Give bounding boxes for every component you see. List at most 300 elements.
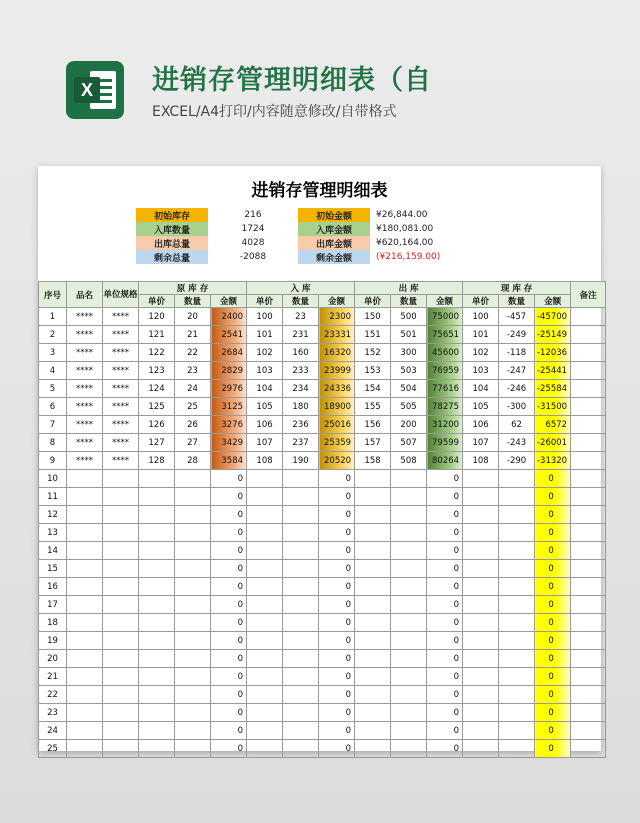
cell-remark[interactable] <box>571 722 606 740</box>
cell-seq[interactable]: 20 <box>39 650 67 668</box>
cell-name[interactable]: **** <box>67 326 103 344</box>
cell-orig-price[interactable] <box>139 632 175 650</box>
cell-out-price[interactable] <box>355 722 391 740</box>
cell-in-price[interactable]: 103 <box>247 362 283 380</box>
cell-in-qty[interactable] <box>283 614 319 632</box>
cell-out-amount[interactable]: 80264 <box>427 452 463 470</box>
cell-in-price[interactable]: 101 <box>247 326 283 344</box>
cell-now-qty[interactable] <box>499 524 535 542</box>
cell-in-price[interactable]: 105 <box>247 398 283 416</box>
cell-out-amount[interactable]: 0 <box>427 560 463 578</box>
cell-unit[interactable] <box>103 506 139 524</box>
cell-orig-qty[interactable] <box>175 524 211 542</box>
cell-in-qty[interactable]: 160 <box>283 344 319 362</box>
cell-unit[interactable] <box>103 524 139 542</box>
cell-out-price[interactable] <box>355 578 391 596</box>
cell-out-price[interactable]: 150 <box>355 308 391 326</box>
cell-in-price[interactable] <box>247 614 283 632</box>
cell-remark[interactable] <box>571 542 606 560</box>
cell-out-qty[interactable]: 200 <box>391 416 427 434</box>
cell-orig-qty[interactable]: 20 <box>175 308 211 326</box>
cell-remark[interactable] <box>571 344 606 362</box>
cell-remark[interactable] <box>571 596 606 614</box>
cell-seq[interactable]: 9 <box>39 452 67 470</box>
cell-now-qty[interactable] <box>499 650 535 668</box>
cell-unit[interactable] <box>103 722 139 740</box>
cell-now-amount[interactable]: 0 <box>535 632 571 650</box>
cell-orig-amount[interactable]: 2976 <box>211 380 247 398</box>
cell-in-amount[interactable]: 0 <box>319 740 355 758</box>
cell-out-qty[interactable]: 507 <box>391 434 427 452</box>
cell-now-qty[interactable]: -243 <box>499 434 535 452</box>
cell-in-amount[interactable]: 0 <box>319 488 355 506</box>
cell-now-price[interactable] <box>463 632 499 650</box>
cell-remark[interactable] <box>571 488 606 506</box>
cell-now-amount[interactable]: 0 <box>535 578 571 596</box>
cell-name[interactable] <box>67 506 103 524</box>
cell-now-qty[interactable] <box>499 542 535 560</box>
cell-out-price[interactable]: 155 <box>355 398 391 416</box>
cell-now-qty[interactable]: -457 <box>499 308 535 326</box>
cell-out-price[interactable] <box>355 524 391 542</box>
cell-now-qty[interactable] <box>499 668 535 686</box>
cell-out-price[interactable] <box>355 668 391 686</box>
cell-now-price[interactable] <box>463 686 499 704</box>
cell-seq[interactable]: 21 <box>39 668 67 686</box>
cell-in-price[interactable] <box>247 722 283 740</box>
cell-seq[interactable]: 1 <box>39 308 67 326</box>
cell-now-amount[interactable]: 0 <box>535 542 571 560</box>
cell-orig-amount[interactable]: 3276 <box>211 416 247 434</box>
cell-orig-qty[interactable] <box>175 488 211 506</box>
cell-remark[interactable] <box>571 506 606 524</box>
cell-now-price[interactable] <box>463 488 499 506</box>
cell-in-amount[interactable]: 18900 <box>319 398 355 416</box>
cell-in-amount[interactable]: 0 <box>319 686 355 704</box>
cell-now-amount[interactable]: -25441 <box>535 362 571 380</box>
cell-in-price[interactable] <box>247 668 283 686</box>
cell-seq[interactable]: 19 <box>39 632 67 650</box>
cell-orig-price[interactable] <box>139 722 175 740</box>
cell-now-price[interactable] <box>463 650 499 668</box>
cell-seq[interactable]: 2 <box>39 326 67 344</box>
cell-in-qty[interactable] <box>283 488 319 506</box>
cell-orig-qty[interactable] <box>175 740 211 758</box>
cell-in-amount[interactable]: 23331 <box>319 326 355 344</box>
cell-now-qty[interactable] <box>499 722 535 740</box>
cell-in-amount[interactable]: 23999 <box>319 362 355 380</box>
cell-out-price[interactable]: 153 <box>355 362 391 380</box>
cell-remark[interactable] <box>571 560 606 578</box>
cell-orig-price[interactable] <box>139 686 175 704</box>
cell-now-price[interactable] <box>463 524 499 542</box>
cell-orig-amount[interactable]: 0 <box>211 668 247 686</box>
cell-orig-price[interactable] <box>139 740 175 758</box>
cell-now-qty[interactable]: 62 <box>499 416 535 434</box>
cell-name[interactable] <box>67 740 103 758</box>
cell-out-qty[interactable]: 300 <box>391 344 427 362</box>
cell-out-qty[interactable] <box>391 488 427 506</box>
cell-now-price[interactable]: 105 <box>463 398 499 416</box>
cell-in-qty[interactable]: 237 <box>283 434 319 452</box>
cell-orig-price[interactable] <box>139 506 175 524</box>
cell-in-qty[interactable]: 180 <box>283 398 319 416</box>
cell-unit[interactable] <box>103 614 139 632</box>
cell-out-amount[interactable]: 0 <box>427 704 463 722</box>
cell-unit[interactable] <box>103 542 139 560</box>
cell-out-qty[interactable] <box>391 650 427 668</box>
cell-out-qty[interactable] <box>391 470 427 488</box>
cell-orig-amount[interactable]: 3125 <box>211 398 247 416</box>
cell-orig-qty[interactable] <box>175 596 211 614</box>
cell-out-amount[interactable]: 78275 <box>427 398 463 416</box>
cell-now-amount[interactable]: 0 <box>535 596 571 614</box>
cell-orig-qty[interactable] <box>175 470 211 488</box>
cell-in-amount[interactable]: 0 <box>319 704 355 722</box>
cell-orig-amount[interactable]: 0 <box>211 614 247 632</box>
cell-now-amount[interactable]: 0 <box>535 488 571 506</box>
cell-orig-price[interactable] <box>139 668 175 686</box>
cell-name[interactable] <box>67 524 103 542</box>
cell-orig-price[interactable] <box>139 470 175 488</box>
cell-out-amount[interactable]: 75000 <box>427 308 463 326</box>
cell-out-price[interactable] <box>355 686 391 704</box>
cell-now-qty[interactable]: -249 <box>499 326 535 344</box>
cell-out-qty[interactable] <box>391 596 427 614</box>
cell-out-price[interactable] <box>355 560 391 578</box>
cell-seq[interactable]: 25 <box>39 740 67 758</box>
cell-unit[interactable] <box>103 650 139 668</box>
cell-orig-price[interactable]: 124 <box>139 380 175 398</box>
cell-out-amount[interactable]: 79599 <box>427 434 463 452</box>
cell-now-qty[interactable] <box>499 578 535 596</box>
cell-in-qty[interactable] <box>283 740 319 758</box>
cell-now-amount[interactable]: 0 <box>535 704 571 722</box>
cell-in-price[interactable] <box>247 686 283 704</box>
cell-unit[interactable] <box>103 596 139 614</box>
cell-orig-price[interactable]: 127 <box>139 434 175 452</box>
cell-out-amount[interactable]: 0 <box>427 686 463 704</box>
cell-name[interactable]: **** <box>67 416 103 434</box>
cell-now-price[interactable] <box>463 560 499 578</box>
cell-out-amount[interactable]: 0 <box>427 722 463 740</box>
cell-orig-qty[interactable]: 25 <box>175 398 211 416</box>
cell-orig-price[interactable] <box>139 524 175 542</box>
cell-now-qty[interactable] <box>499 470 535 488</box>
cell-seq[interactable]: 24 <box>39 722 67 740</box>
cell-orig-amount[interactable]: 2829 <box>211 362 247 380</box>
cell-unit[interactable] <box>103 560 139 578</box>
cell-seq[interactable]: 18 <box>39 614 67 632</box>
cell-out-qty[interactable] <box>391 668 427 686</box>
cell-now-qty[interactable]: -247 <box>499 362 535 380</box>
cell-unit[interactable] <box>103 686 139 704</box>
cell-out-amount[interactable]: 77616 <box>427 380 463 398</box>
cell-out-amount[interactable]: 76959 <box>427 362 463 380</box>
cell-name[interactable] <box>67 704 103 722</box>
cell-out-qty[interactable]: 508 <box>391 452 427 470</box>
cell-orig-price[interactable]: 126 <box>139 416 175 434</box>
cell-seq[interactable]: 23 <box>39 704 67 722</box>
cell-unit[interactable]: **** <box>103 434 139 452</box>
cell-in-qty[interactable] <box>283 704 319 722</box>
cell-out-price[interactable]: 156 <box>355 416 391 434</box>
cell-now-qty[interactable] <box>499 740 535 758</box>
cell-out-price[interactable] <box>355 470 391 488</box>
cell-now-price[interactable]: 107 <box>463 434 499 452</box>
cell-in-qty[interactable] <box>283 668 319 686</box>
cell-in-price[interactable] <box>247 488 283 506</box>
cell-orig-qty[interactable]: 22 <box>175 344 211 362</box>
cell-orig-amount[interactable]: 0 <box>211 686 247 704</box>
cell-remark[interactable] <box>571 614 606 632</box>
cell-name[interactable]: **** <box>67 362 103 380</box>
cell-remark[interactable] <box>571 740 606 758</box>
cell-now-price[interactable]: 108 <box>463 452 499 470</box>
cell-in-amount[interactable]: 0 <box>319 632 355 650</box>
cell-out-amount[interactable]: 0 <box>427 668 463 686</box>
cell-in-qty[interactable] <box>283 560 319 578</box>
cell-remark[interactable] <box>571 308 606 326</box>
cell-unit[interactable]: **** <box>103 326 139 344</box>
cell-seq[interactable]: 7 <box>39 416 67 434</box>
cell-now-price[interactable] <box>463 668 499 686</box>
cell-remark[interactable] <box>571 668 606 686</box>
cell-remark[interactable] <box>571 578 606 596</box>
cell-seq[interactable]: 8 <box>39 434 67 452</box>
cell-seq[interactable]: 5 <box>39 380 67 398</box>
cell-orig-price[interactable] <box>139 578 175 596</box>
cell-now-amount[interactable]: -31320 <box>535 452 571 470</box>
cell-out-qty[interactable] <box>391 614 427 632</box>
cell-out-qty[interactable] <box>391 722 427 740</box>
cell-unit[interactable]: **** <box>103 308 139 326</box>
cell-in-price[interactable]: 107 <box>247 434 283 452</box>
cell-in-price[interactable] <box>247 704 283 722</box>
cell-now-price[interactable] <box>463 578 499 596</box>
cell-out-price[interactable]: 158 <box>355 452 391 470</box>
cell-now-amount[interactable]: 0 <box>535 668 571 686</box>
cell-now-price[interactable] <box>463 704 499 722</box>
cell-now-price[interactable] <box>463 470 499 488</box>
cell-name[interactable] <box>67 542 103 560</box>
cell-orig-amount[interactable]: 0 <box>211 560 247 578</box>
cell-now-amount[interactable]: 0 <box>535 722 571 740</box>
cell-out-amount[interactable]: 0 <box>427 470 463 488</box>
cell-out-price[interactable]: 152 <box>355 344 391 362</box>
cell-now-qty[interactable]: -246 <box>499 380 535 398</box>
cell-in-qty[interactable] <box>283 650 319 668</box>
cell-unit[interactable] <box>103 632 139 650</box>
cell-in-price[interactable] <box>247 470 283 488</box>
cell-out-price[interactable] <box>355 542 391 560</box>
cell-now-price[interactable] <box>463 542 499 560</box>
cell-out-price[interactable]: 157 <box>355 434 391 452</box>
cell-remark[interactable] <box>571 470 606 488</box>
cell-out-price[interactable] <box>355 614 391 632</box>
cell-in-qty[interactable]: 190 <box>283 452 319 470</box>
cell-out-amount[interactable]: 0 <box>427 506 463 524</box>
cell-out-price[interactable] <box>355 650 391 668</box>
cell-now-amount[interactable]: -26001 <box>535 434 571 452</box>
cell-orig-price[interactable] <box>139 704 175 722</box>
cell-now-amount[interactable]: -25149 <box>535 326 571 344</box>
cell-unit[interactable] <box>103 470 139 488</box>
cell-remark[interactable] <box>571 686 606 704</box>
cell-in-amount[interactable]: 0 <box>319 506 355 524</box>
cell-seq[interactable]: 13 <box>39 524 67 542</box>
cell-in-amount[interactable]: 0 <box>319 524 355 542</box>
cell-now-price[interactable] <box>463 596 499 614</box>
cell-now-qty[interactable] <box>499 506 535 524</box>
cell-unit[interactable]: **** <box>103 452 139 470</box>
cell-name[interactable]: **** <box>67 380 103 398</box>
cell-out-price[interactable] <box>355 740 391 758</box>
cell-in-qty[interactable] <box>283 524 319 542</box>
cell-out-qty[interactable] <box>391 578 427 596</box>
cell-name[interactable]: **** <box>67 344 103 362</box>
cell-now-price[interactable]: 102 <box>463 344 499 362</box>
cell-seq[interactable]: 17 <box>39 596 67 614</box>
cell-unit[interactable]: **** <box>103 362 139 380</box>
cell-name[interactable] <box>67 596 103 614</box>
cell-orig-amount[interactable]: 2684 <box>211 344 247 362</box>
cell-remark[interactable] <box>571 524 606 542</box>
cell-out-amount[interactable]: 45600 <box>427 344 463 362</box>
cell-orig-amount[interactable]: 3429 <box>211 434 247 452</box>
cell-out-amount[interactable]: 75651 <box>427 326 463 344</box>
cell-now-qty[interactable] <box>499 704 535 722</box>
cell-in-amount[interactable]: 0 <box>319 560 355 578</box>
cell-orig-amount[interactable]: 0 <box>211 524 247 542</box>
cell-orig-qty[interactable] <box>175 542 211 560</box>
cell-in-amount[interactable]: 0 <box>319 614 355 632</box>
cell-name[interactable] <box>67 650 103 668</box>
cell-remark[interactable] <box>571 326 606 344</box>
cell-in-amount[interactable]: 16320 <box>319 344 355 362</box>
cell-in-qty[interactable]: 233 <box>283 362 319 380</box>
cell-orig-qty[interactable]: 24 <box>175 380 211 398</box>
cell-orig-price[interactable] <box>139 596 175 614</box>
cell-now-amount[interactable]: 0 <box>535 470 571 488</box>
cell-orig-price[interactable]: 125 <box>139 398 175 416</box>
cell-orig-qty[interactable] <box>175 722 211 740</box>
cell-seq[interactable]: 11 <box>39 488 67 506</box>
cell-seq[interactable]: 3 <box>39 344 67 362</box>
cell-in-qty[interactable]: 231 <box>283 326 319 344</box>
cell-now-qty[interactable] <box>499 560 535 578</box>
cell-name[interactable] <box>67 560 103 578</box>
cell-orig-price[interactable] <box>139 542 175 560</box>
cell-in-amount[interactable]: 25359 <box>319 434 355 452</box>
cell-out-amount[interactable]: 0 <box>427 596 463 614</box>
cell-name[interactable] <box>67 470 103 488</box>
cell-now-amount[interactable]: 0 <box>535 506 571 524</box>
cell-remark[interactable] <box>571 398 606 416</box>
cell-orig-price[interactable]: 122 <box>139 344 175 362</box>
cell-orig-qty[interactable] <box>175 506 211 524</box>
cell-seq[interactable]: 12 <box>39 506 67 524</box>
cell-in-amount[interactable]: 0 <box>319 470 355 488</box>
cell-seq[interactable]: 14 <box>39 542 67 560</box>
cell-in-qty[interactable]: 236 <box>283 416 319 434</box>
cell-orig-amount[interactable]: 0 <box>211 578 247 596</box>
cell-orig-qty[interactable] <box>175 704 211 722</box>
cell-out-qty[interactable]: 505 <box>391 398 427 416</box>
cell-in-price[interactable] <box>247 740 283 758</box>
cell-out-qty[interactable]: 504 <box>391 380 427 398</box>
cell-orig-qty[interactable] <box>175 686 211 704</box>
cell-now-amount[interactable]: -25584 <box>535 380 571 398</box>
cell-out-amount[interactable]: 31200 <box>427 416 463 434</box>
cell-orig-amount[interactable]: 0 <box>211 632 247 650</box>
cell-orig-qty[interactable] <box>175 578 211 596</box>
cell-in-price[interactable]: 102 <box>247 344 283 362</box>
cell-name[interactable] <box>67 614 103 632</box>
cell-now-amount[interactable]: 0 <box>535 560 571 578</box>
cell-now-amount[interactable]: 0 <box>535 740 571 758</box>
cell-out-qty[interactable] <box>391 560 427 578</box>
cell-orig-qty[interactable] <box>175 668 211 686</box>
cell-name[interactable] <box>67 722 103 740</box>
cell-in-amount[interactable]: 0 <box>319 596 355 614</box>
cell-unit[interactable] <box>103 740 139 758</box>
cell-in-amount[interactable]: 25016 <box>319 416 355 434</box>
cell-now-amount[interactable]: 0 <box>535 686 571 704</box>
cell-unit[interactable] <box>103 578 139 596</box>
cell-orig-amount[interactable]: 0 <box>211 542 247 560</box>
cell-orig-price[interactable] <box>139 650 175 668</box>
cell-now-qty[interactable] <box>499 614 535 632</box>
cell-out-amount[interactable]: 0 <box>427 632 463 650</box>
cell-name[interactable] <box>67 578 103 596</box>
cell-now-price[interactable]: 103 <box>463 362 499 380</box>
cell-now-price[interactable]: 101 <box>463 326 499 344</box>
cell-orig-qty[interactable]: 21 <box>175 326 211 344</box>
cell-orig-qty[interactable] <box>175 614 211 632</box>
cell-orig-price[interactable] <box>139 488 175 506</box>
cell-in-amount[interactable]: 0 <box>319 668 355 686</box>
cell-in-qty[interactable]: 234 <box>283 380 319 398</box>
cell-out-amount[interactable]: 0 <box>427 650 463 668</box>
cell-remark[interactable] <box>571 632 606 650</box>
cell-in-qty[interactable] <box>283 596 319 614</box>
cell-orig-price[interactable]: 121 <box>139 326 175 344</box>
cell-in-amount[interactable]: 0 <box>319 650 355 668</box>
cell-name[interactable] <box>67 686 103 704</box>
cell-out-qty[interactable]: 503 <box>391 362 427 380</box>
cell-in-amount[interactable]: 20520 <box>319 452 355 470</box>
cell-seq[interactable]: 4 <box>39 362 67 380</box>
cell-out-amount[interactable]: 0 <box>427 614 463 632</box>
cell-out-price[interactable] <box>355 704 391 722</box>
cell-in-price[interactable] <box>247 650 283 668</box>
cell-orig-amount[interactable]: 0 <box>211 722 247 740</box>
cell-name[interactable] <box>67 668 103 686</box>
cell-orig-amount[interactable]: 0 <box>211 596 247 614</box>
cell-unit[interactable]: **** <box>103 416 139 434</box>
cell-out-qty[interactable] <box>391 704 427 722</box>
cell-out-amount[interactable]: 0 <box>427 542 463 560</box>
cell-out-price[interactable] <box>355 596 391 614</box>
cell-orig-price[interactable] <box>139 560 175 578</box>
cell-name[interactable] <box>67 632 103 650</box>
cell-in-price[interactable]: 100 <box>247 308 283 326</box>
cell-orig-amount[interactable]: 2541 <box>211 326 247 344</box>
cell-name[interactable] <box>67 488 103 506</box>
cell-unit[interactable] <box>103 704 139 722</box>
cell-orig-amount[interactable]: 0 <box>211 470 247 488</box>
